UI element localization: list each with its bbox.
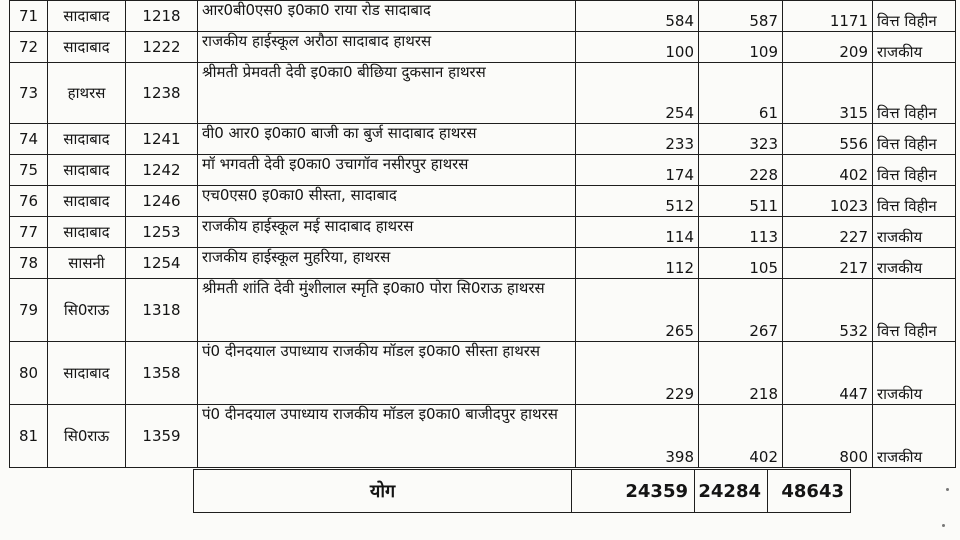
serial-number: 74 [10,124,48,155]
serial-number: 73 [10,63,48,124]
table-row [10,186,956,217]
serial-number: 77 [10,217,48,248]
table-row [10,124,956,155]
school-table [9,0,956,468]
table-row [10,342,956,405]
count-total: 227 [783,217,873,248]
count-girls: 323 [699,124,783,155]
school-type: राजकीय [873,248,956,279]
school-name: श्रीमती प्रेमवती देवी इ0का0 बीछिया दुकसान हाथरस [198,63,576,124]
total-boys: 24359 [572,470,695,513]
table-row [10,405,956,468]
count-boys: 100 [576,32,699,63]
count-total: 1171 [783,1,873,32]
table-row [10,1,956,32]
count-boys: 254 [576,63,699,124]
total-label: योग [194,470,572,513]
school-type: राजकीय [873,405,956,468]
table-row [10,63,956,124]
school-code: 1238 [126,63,198,124]
count-boys: 233 [576,124,699,155]
serial-number: 79 [10,279,48,342]
block-name: हाथरस [48,63,126,124]
school-code: 1241 [126,124,198,155]
count-girls: 228 [699,155,783,186]
block-name: सादाबाद [48,342,126,405]
school-type: राजकीय [873,32,956,63]
serial-number: 75 [10,155,48,186]
block-name: सादाबाद [48,1,126,32]
count-total: 315 [783,63,873,124]
school-type: राजकीय [873,217,956,248]
block-name: सि0राऊ [48,405,126,468]
serial-number: 72 [10,32,48,63]
count-girls: 61 [699,63,783,124]
school-name: मॉ भगवती देवी इ0का0 उचागॉव नसीरपुर हाथरस [198,155,576,186]
serial-number: 81 [10,405,48,468]
count-total: 556 [783,124,873,155]
count-boys: 265 [576,279,699,342]
count-girls: 402 [699,405,783,468]
school-type: वित्त विहीन [873,1,956,32]
count-boys: 112 [576,248,699,279]
count-total: 402 [783,155,873,186]
school-code: 1254 [126,248,198,279]
block-name: सादाबाद [48,32,126,63]
block-name: सि0राऊ [48,279,126,342]
table-row [10,32,956,63]
serial-number: 71 [10,1,48,32]
block-name: सादाबाद [48,186,126,217]
school-name: राजकीय हाईस्कूल मुहरिया, हाथरस [198,248,576,279]
school-name: वी0 आर0 इ0का0 बाजी का बुर्ज सादाबाद हाथरस [198,124,576,155]
school-type: वित्त विहीन [873,186,956,217]
school-name: राजकीय हाईस्कूल अरौठा सादाबाद हाथरस [198,32,576,63]
total-table [193,469,851,513]
school-name: पं0 दीनदयाल उपाध्याय राजकीय मॉडल इ0का0 सीस्ता हाथरस [198,342,576,405]
scan-speck [942,524,945,527]
count-boys: 512 [576,186,699,217]
count-total: 209 [783,32,873,63]
school-code: 1246 [126,186,198,217]
table-body [10,0,956,468]
count-total: 447 [783,342,873,405]
block-name: सादाबाद [48,124,126,155]
school-type: वित्त विहीन [873,279,956,342]
count-girls: 113 [699,217,783,248]
count-boys: 174 [576,155,699,186]
school-code: 1318 [126,279,198,342]
count-girls: 267 [699,279,783,342]
serial-number: 78 [10,248,48,279]
school-code: 1242 [126,155,198,186]
school-name: एच0एस0 इ0का0 सीस्ता, सादाबाद [198,186,576,217]
school-name: राजकीय हाईस्कूल मई सादाबाद हाथरस [198,217,576,248]
serial-number: 76 [10,186,48,217]
total-row [194,470,851,513]
table-row [10,248,956,279]
school-type: वित्त विहीन [873,63,956,124]
count-girls: 587 [699,1,783,32]
scan-speck [946,488,949,491]
total-girls: 24284 [695,470,768,513]
school-code: 1222 [126,32,198,63]
count-girls: 218 [699,342,783,405]
serial-number: 80 [10,342,48,405]
school-code: 1359 [126,405,198,468]
school-name: आर0बी0एस0 इ0का0 राया रोड सादाबाद [198,1,576,32]
count-total: 532 [783,279,873,342]
block-name: सादाबाद [48,217,126,248]
total-grand: 48643 [768,470,851,513]
block-name: सासनी [48,248,126,279]
count-boys: 398 [576,405,699,468]
school-type: वित्त विहीन [873,155,956,186]
count-total: 217 [783,248,873,279]
block-name: सादाबाद [48,155,126,186]
count-girls: 109 [699,32,783,63]
school-type: राजकीय [873,342,956,405]
table-row [10,279,956,342]
school-type: वित्त विहीन [873,124,956,155]
count-girls: 105 [699,248,783,279]
count-total: 1023 [783,186,873,217]
school-name: श्रीमती शांति देवी मुंशीलाल स्मृति इ0का0 पोरा सि0राऊ हाथरस [198,279,576,342]
school-code: 1358 [126,342,198,405]
count-boys: 229 [576,342,699,405]
count-boys: 114 [576,217,699,248]
count-total: 800 [783,405,873,468]
school-name: पं0 दीनदयाल उपाध्याय राजकीय मॉडल इ0का0 बाजीदपुर हाथरस [198,405,576,468]
table-row [10,217,956,248]
school-code: 1218 [126,1,198,32]
table-row [10,155,956,186]
count-boys: 584 [576,1,699,32]
school-code: 1253 [126,217,198,248]
count-girls: 511 [699,186,783,217]
